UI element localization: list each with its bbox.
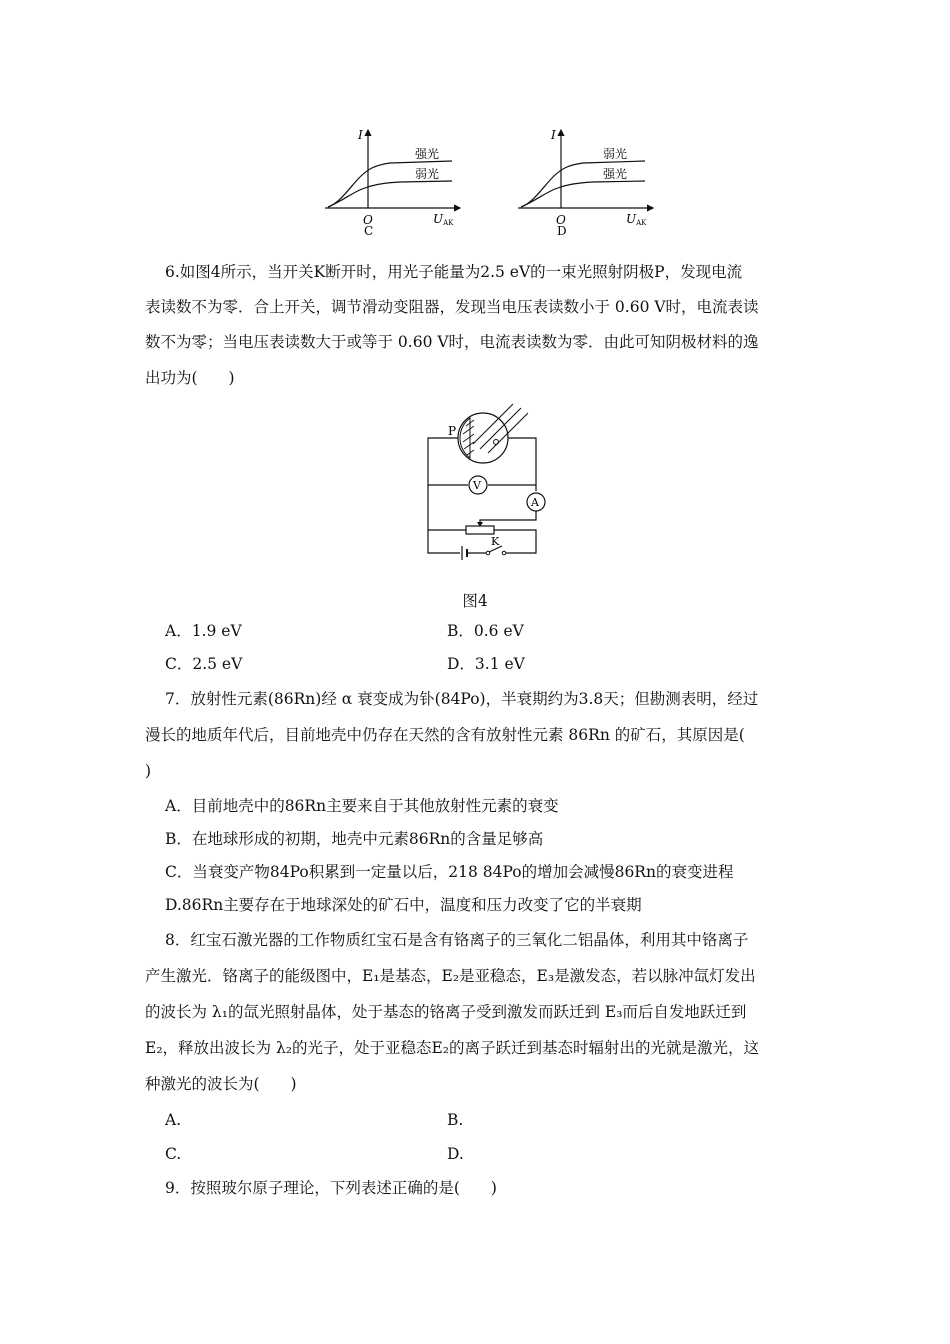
light-ray — [480, 408, 521, 449]
lower-curve-label: 强光 — [603, 167, 628, 181]
q6-option-c: C．2.5 eV — [165, 655, 243, 673]
q8-line-5: 种激光的波长为( ) — [145, 1075, 297, 1093]
x-axis-label: UAK — [433, 212, 454, 227]
graph-label: C — [364, 224, 374, 238]
circuit-diagram — [418, 398, 558, 568]
q8-line-2: 产生激光．铬离子的能级图中，E₁是基态，E₂是亚稳态，E₃是激发态，若以脉冲氙灯发出 — [145, 967, 756, 985]
y-axis-label: I — [358, 128, 363, 142]
q6-line-4: 出功为( ) — [145, 369, 235, 387]
q7-line-3: ) — [145, 762, 152, 780]
lower-curve — [328, 181, 452, 207]
q8-option-c: C. — [165, 1145, 182, 1163]
light-ray — [488, 413, 528, 453]
q7-option-b: B．在地球形成的初期，地壳中元素86Rn的含量足够高 — [165, 830, 544, 848]
x-axis-label: UAK — [626, 212, 647, 227]
lower-curve — [521, 181, 645, 207]
q9-line-1: 9．按照玻尔原子理论，下列表述正确的是( ) — [165, 1179, 497, 1197]
q8-line-4: E₂，释放出波长为 λ₂的光子，处于亚稳态E₂的离子跃迁到基态时辐射出的光就是激光，这 — [145, 1039, 760, 1057]
switch-label: K — [491, 535, 500, 548]
upper-curve-label: 强光 — [415, 147, 440, 161]
q8-line-3: 的波长为 λ₁的氙光照射晶体，处于基态的铬离子受到激发而跃迁到 E₃而后自发地跃迁到 — [145, 1003, 747, 1021]
q8-line-1: 8．红宝石激光器的工作物质红宝石是含有铬离子的三氧化二铝晶体，利用其中铬离子 — [165, 931, 749, 949]
upper-curve-label: 弱光 — [603, 147, 628, 161]
q6-option-a: A．1.9 eV — [165, 622, 242, 640]
switch-contact — [502, 551, 506, 555]
rheostat — [466, 526, 494, 534]
q8-option-d: D. — [447, 1145, 464, 1163]
q7-option-c: C．当衰变产物84Po积累到一定量以后，218 84Po的增加会减慢86Rn的衰变进程 — [165, 863, 734, 881]
q6-option-d: D．3.1 eV — [447, 655, 525, 673]
graph-c — [320, 125, 470, 240]
q6-line-1: 6.如图4所示，当开关K断开时，用光子能量为2.5 eV的一束光照射阴极P，发现电流 — [165, 263, 743, 281]
ammeter-label: A — [531, 496, 539, 509]
q7-option-d: D.86Rn主要存在于地球深处的矿石中，温度和压力改变了它的半衰期 — [165, 896, 642, 914]
y-axis-label: I — [551, 128, 556, 142]
phototube — [458, 413, 508, 463]
q6-option-b: B．0.6 eV — [447, 622, 524, 640]
q8-option-a: A. — [165, 1111, 182, 1129]
cathode-label: P — [448, 424, 457, 438]
origin-label: O — [363, 213, 373, 227]
q7-line-2: 漫长的地质年代后，目前地壳中仍存在天然的含有放射性元素 86Rn 的矿石，其原因是( — [145, 726, 745, 744]
q7-line-1: 7．放射性元素(86Rn)经 α 衰变成为钋(84Po)，半衰期约为3.8天；但勘测表明，经过 — [165, 690, 759, 708]
voltmeter-label: V — [473, 479, 481, 492]
lower-curve-label: 弱光 — [415, 167, 440, 181]
q6-line-2: 表读数不为零．合上开关，调节滑动变阻器，发现当电压表读数小于 0.60 V时，电流表读 — [145, 298, 759, 316]
graph-label: D — [557, 224, 567, 238]
origin-label: O — [556, 213, 566, 227]
graph-d — [513, 125, 663, 240]
figure-caption: 图4 — [462, 592, 488, 610]
q8-option-b: B. — [447, 1111, 464, 1129]
q7-option-a: A．目前地壳中的86Rn主要来自于其他放射性元素的衰变 — [165, 797, 559, 815]
q6-line-3: 数不为零；当电压表读数大于或等于 0.60 V时，电流表读数为零．由此可知阴极材料的逸 — [145, 333, 759, 351]
light-ray — [473, 404, 513, 444]
